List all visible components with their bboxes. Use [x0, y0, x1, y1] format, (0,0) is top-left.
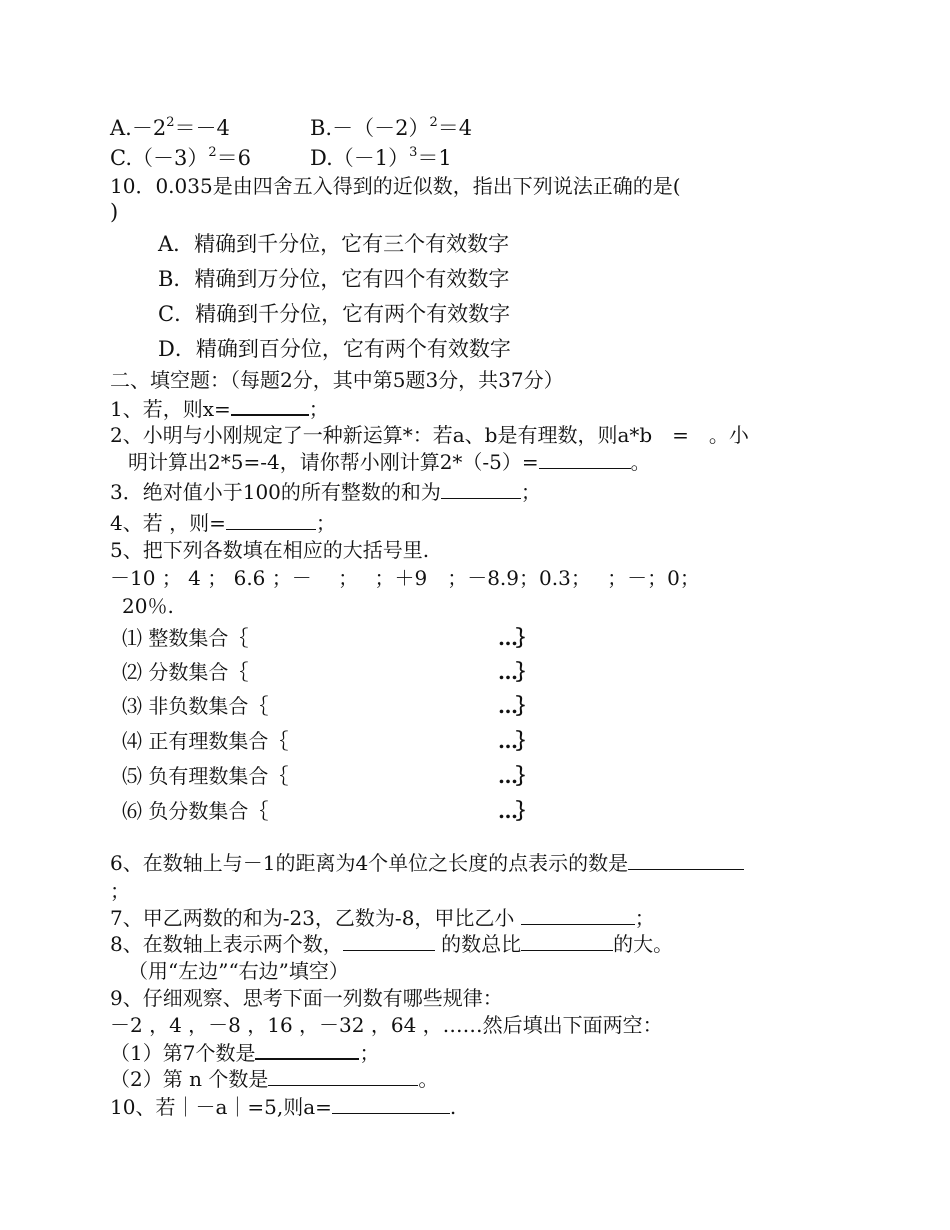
set-integer-end: …｝ — [498, 626, 534, 650]
fill-q2-line2: 明计算出2*5=-4，请你帮小刚计算2*（-5）= 。 — [128, 450, 651, 474]
q3-blank[interactable] — [441, 478, 521, 499]
set-nonnegative: ⑶ 非负数集合｛ — [122, 694, 269, 718]
q10-option-c: C．精确到千分位，它有两个有效数字 — [158, 302, 511, 326]
fill-q5-numbers-2: 20％. — [122, 594, 174, 618]
fill-q9-stem: 9、仔细观察、思考下面一列数有哪些规律： — [110, 986, 503, 1010]
option-9d: $D.(-1)^3=1$ — [310, 145, 452, 170]
set-negative-rational-end: …｝ — [498, 764, 534, 788]
fill-q9-sub1: （1）第7个数是 ； — [110, 1038, 379, 1067]
q9-blank-2[interactable] — [268, 1065, 418, 1086]
fill-q3: 3．绝对值小于100的所有整数的和为 ； — [110, 480, 541, 504]
set-fraction: ⑵ 分数集合｛ — [122, 660, 249, 684]
fill-q10: 10、若｜－a｜=5,则a= . — [110, 1095, 457, 1119]
q6-blank[interactable] — [628, 849, 744, 870]
fill-q5-numbers: －10 ； 4 ； 6.6 ；－ ； ；＋9 ；－8.9；0.3； ；－；0； — [110, 566, 700, 590]
q2-blank[interactable] — [539, 448, 631, 469]
fill-q6-end: ； — [110, 879, 130, 903]
section-heading: 二、填空题：（每题2分，其中第5题3分，共37分） — [110, 368, 564, 392]
q7-blank[interactable] — [521, 904, 635, 925]
set-positive-rational: ⑷ 正有理数集合｛ — [122, 729, 289, 753]
set-nonnegative-end: …｝ — [498, 694, 534, 718]
fill-q7: 7、甲乙两数的和为-23，乙数为-8，甲比乙小 ； — [110, 906, 655, 930]
q10-stem: 10．0.035是由四舍五入得到的近似数，指出下列说法正确的是( — [110, 174, 681, 198]
fill-q9-sub2: （2）第 n 个数是 。 — [110, 1067, 439, 1091]
set-negative-fraction-end: …｝ — [498, 799, 534, 823]
set-negative-rational: ⑸ 负有理数集合｛ — [122, 764, 289, 788]
q10-option-d: D．精确到百分位，它有两个有效数字 — [158, 337, 511, 361]
fill-q2-line1: 2、小明与小刚规定了一种新运算*：若a、b是有理数，则a*b = 。小 — [110, 423, 749, 447]
option-9a: $A.-2^2=-4$ — [110, 115, 230, 140]
fill-q8-line2: （用“左边”“右边”填空） — [128, 959, 349, 983]
set-fraction-end: …｝ — [498, 660, 534, 684]
q10-option-b: B．精确到万分位，它有四个有效数字 — [158, 267, 510, 291]
fill-q1: 1、若，则x= ； — [110, 394, 329, 423]
fill-q6: 6、在数轴上与－1的距离为4个单位之长度的点表示的数是 — [110, 849, 744, 877]
option-9b: $B.-(-2)^2=4$ — [310, 115, 473, 140]
q8-blank-2[interactable] — [521, 930, 613, 951]
q1-blank[interactable] — [231, 394, 309, 416]
option-9c: $C.(-3)^2=6$ — [110, 145, 252, 170]
q8-blank-1[interactable] — [343, 930, 435, 951]
q9-blank-1[interactable] — [255, 1038, 359, 1060]
set-negative-fraction: ⑹ 负分数集合｛ — [122, 799, 269, 823]
q10-blank[interactable] — [332, 1093, 450, 1114]
q10-option-a: A．精确到千分位，它有三个有效数字 — [158, 232, 510, 256]
set-positive-rational-end: …｝ — [498, 729, 534, 753]
q10-stem-end: ) — [110, 200, 119, 224]
q4-blank[interactable] — [226, 509, 316, 530]
fill-q8: 8、在数轴上表示两个数， 的数总比 的大。 — [110, 932, 674, 956]
set-integer: ⑴ 整数集合｛ — [122, 626, 249, 650]
fill-q4: 4、若 ，则= ； — [110, 511, 336, 535]
fill-q5-stem: 5、把下列各数填在相应的大括号里. — [110, 538, 430, 562]
fill-q9-seq: －2 ，4 ，－8 ，16 ，－32 ，64 ，……然后填出下面两空： — [110, 1013, 663, 1037]
